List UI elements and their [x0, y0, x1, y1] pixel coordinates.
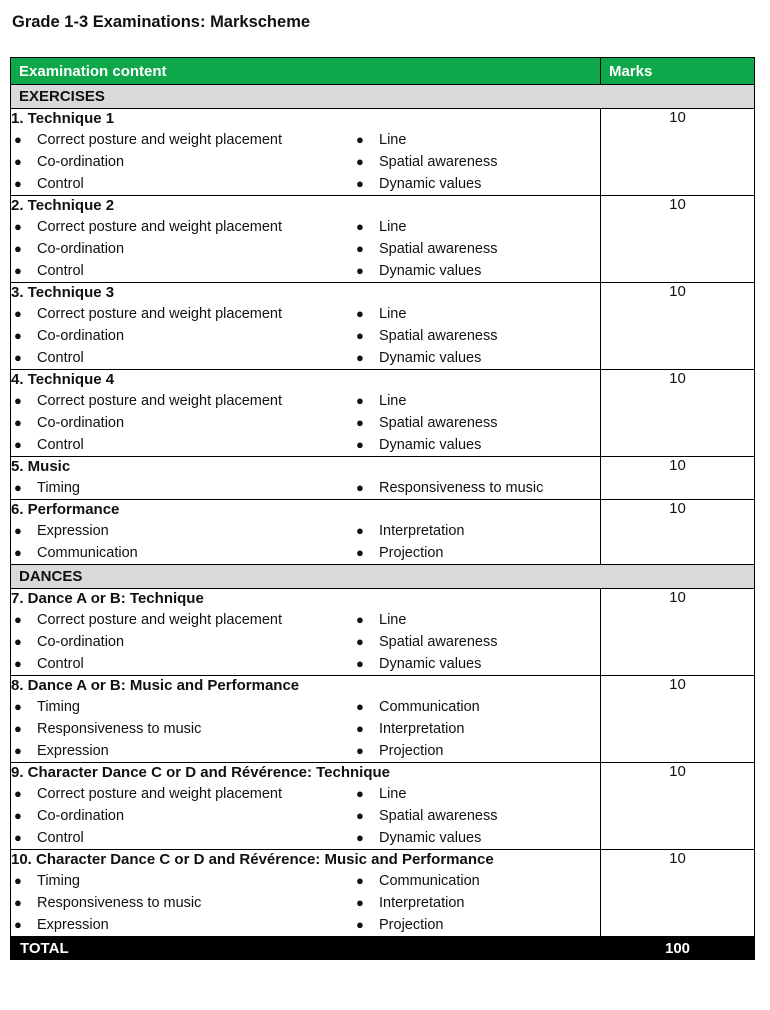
criterion	[353, 870, 583, 892]
bullet-icon: ●	[14, 219, 22, 234]
criterion-label: Line	[379, 393, 407, 409]
criterion-label: Correct posture and weight placement	[37, 306, 283, 322]
bullet-icon: ●	[14, 612, 22, 627]
bullet-icon: ●	[356, 545, 364, 560]
criterion-label: Control	[37, 830, 84, 846]
item-title: 9. Character Dance C or D and Révérence: Technique	[11, 764, 391, 781]
criterion	[353, 260, 583, 282]
criterion	[11, 173, 353, 195]
criterion-label: Communication	[37, 545, 138, 561]
bullet-icon: ●	[356, 721, 364, 736]
item-title: 1. Technique 1	[11, 110, 115, 127]
bullet-icon: ●	[356, 437, 364, 452]
item-marks: 10	[601, 370, 755, 457]
criterion	[353, 696, 583, 718]
item-title: 2. Technique 2	[11, 197, 115, 214]
criterion	[11, 783, 353, 805]
criterion	[353, 892, 583, 914]
criteria-right	[353, 129, 583, 195]
criterion	[11, 390, 353, 412]
criterion-label: Dynamic values	[379, 176, 482, 192]
bullet-icon: ●	[14, 480, 22, 495]
criteria-columns	[11, 783, 600, 849]
criterion-label: Timing	[37, 480, 80, 496]
table-row	[11, 283, 755, 370]
bullet-icon: ●	[14, 415, 22, 430]
bullet-icon: ●	[356, 306, 364, 321]
criterion	[11, 303, 353, 325]
bullet-icon: ●	[356, 699, 364, 714]
criterion	[11, 520, 353, 542]
criterion-label: Correct posture and weight placement	[37, 393, 283, 409]
criteria-right	[353, 303, 583, 369]
criterion-label: Projection	[379, 917, 444, 933]
criterion	[11, 631, 353, 653]
criterion	[11, 740, 353, 762]
criterion-label: Responsiveness to music	[37, 895, 202, 911]
table-header-row	[11, 58, 755, 85]
criterion-label: Timing	[37, 873, 80, 889]
criterion-label: Communication	[379, 873, 480, 889]
criterion-label: Line	[379, 219, 407, 235]
criterion-label: Dynamic values	[379, 263, 482, 279]
item-marks: 10	[601, 196, 755, 283]
item-marks: 10	[601, 500, 755, 565]
bullet-icon: ●	[14, 656, 22, 671]
bullet-icon: ●	[356, 176, 364, 191]
bullet-icon: ●	[356, 219, 364, 234]
criterion-label: Expression	[37, 523, 109, 539]
criteria-columns	[11, 870, 600, 936]
criterion-label: Co-ordination	[37, 415, 125, 431]
bullet-icon: ●	[14, 241, 22, 256]
criterion-label: Dynamic values	[379, 350, 482, 366]
criterion	[353, 914, 583, 936]
item-content	[11, 500, 601, 565]
bullet-icon: ●	[14, 350, 22, 365]
bullet-icon: ●	[14, 328, 22, 343]
criteria-right	[353, 783, 583, 849]
table-row	[11, 370, 755, 457]
criterion-label: Interpretation	[379, 721, 465, 737]
bullet-icon: ●	[356, 328, 364, 343]
item-content	[11, 196, 601, 283]
criterion	[353, 609, 583, 631]
criterion	[11, 914, 353, 936]
criterion-label: Co-ordination	[37, 328, 125, 344]
page-title: Grade 1-3 Examinations: Markscheme	[12, 13, 311, 31]
criteria-columns	[11, 129, 600, 195]
criteria-columns	[11, 303, 600, 369]
item-title: 4. Technique 4	[11, 371, 115, 388]
item-title: 6. Performance	[11, 501, 120, 518]
criteria-right	[353, 870, 583, 936]
criterion-label: Spatial awareness	[379, 241, 498, 257]
section-label: DANCES	[11, 565, 755, 589]
criterion	[11, 412, 353, 434]
bullet-icon: ●	[356, 656, 364, 671]
criterion	[11, 325, 353, 347]
criterion-label: Correct posture and weight placement	[37, 132, 283, 148]
criterion	[353, 390, 583, 412]
table-row	[11, 196, 755, 283]
criteria-left	[11, 390, 353, 456]
criterion	[11, 151, 353, 173]
criterion	[353, 412, 583, 434]
criterion-label: Timing	[37, 699, 80, 715]
item-marks: 10	[601, 589, 755, 676]
criterion	[353, 783, 583, 805]
criterion-label: Projection	[379, 545, 444, 561]
bullet-icon: ●	[356, 154, 364, 169]
criteria-left	[11, 303, 353, 369]
bullet-icon: ●	[356, 634, 364, 649]
bullet-icon: ●	[14, 699, 22, 714]
table-row	[11, 850, 755, 937]
bullet-icon: ●	[14, 154, 22, 169]
criterion	[353, 477, 583, 499]
bullet-icon: ●	[14, 743, 22, 758]
bullet-icon: ●	[14, 917, 22, 932]
criterion	[353, 542, 583, 564]
bullet-icon: ●	[356, 393, 364, 408]
bullet-icon: ●	[14, 895, 22, 910]
criterion	[11, 827, 353, 849]
criterion	[353, 827, 583, 849]
bullet-icon: ●	[356, 895, 364, 910]
bullet-icon: ●	[356, 786, 364, 801]
item-marks: 10	[601, 763, 755, 850]
bullet-icon: ●	[356, 830, 364, 845]
criterion-label: Projection	[379, 743, 444, 759]
item-content	[11, 370, 601, 457]
criteria-columns	[11, 696, 600, 762]
criterion	[11, 805, 353, 827]
criteria-left	[11, 870, 353, 936]
criterion-label: Correct posture and weight placement	[37, 612, 283, 628]
bullet-icon: ●	[356, 917, 364, 932]
item-title: 8. Dance A or B: Music and Performance	[11, 677, 300, 694]
bullet-icon: ●	[356, 263, 364, 278]
item-title: 7. Dance A or B: Technique	[11, 590, 204, 607]
criteria-left	[11, 609, 353, 675]
criterion-label: Spatial awareness	[379, 634, 498, 650]
bullet-icon: ●	[356, 523, 364, 538]
section-label: EXERCISES	[11, 85, 755, 109]
criterion	[11, 216, 353, 238]
criterion-label: Spatial awareness	[379, 415, 498, 431]
item-title: 10. Character Dance C or D and Révérence: Music and Performance	[11, 851, 494, 868]
criterion	[353, 805, 583, 827]
item-title: 3. Technique 3	[11, 284, 115, 301]
criterion-label: Spatial awareness	[379, 328, 498, 344]
bullet-icon: ●	[14, 873, 22, 888]
criterion-label: Line	[379, 786, 407, 802]
criterion-label: Control	[37, 437, 84, 453]
criterion	[353, 216, 583, 238]
criteria-columns	[11, 477, 600, 499]
bullet-icon: ●	[356, 612, 364, 627]
criterion-label: Correct posture and weight placement	[37, 786, 283, 802]
criterion	[353, 151, 583, 173]
criteria-columns	[11, 390, 600, 456]
criterion	[11, 892, 353, 914]
criterion-label: Co-ordination	[37, 634, 125, 650]
header-content: Examination content	[11, 58, 601, 85]
criterion-label: Control	[37, 263, 84, 279]
criteria-right	[353, 696, 583, 762]
table-row	[11, 589, 755, 676]
criteria-columns	[11, 520, 600, 564]
criterion-label: Expression	[37, 743, 109, 759]
criterion-label: Communication	[379, 699, 480, 715]
item-title: 5. Music	[11, 458, 71, 475]
criterion-label: Dynamic values	[379, 437, 482, 453]
table-row	[11, 500, 755, 565]
bullet-icon: ●	[14, 393, 22, 408]
bullet-icon: ●	[356, 873, 364, 888]
criterion	[353, 653, 583, 675]
item-content	[11, 457, 601, 500]
item-content	[11, 109, 601, 196]
item-marks: 10	[601, 457, 755, 500]
criterion-label: Responsiveness to music	[379, 480, 544, 496]
table-row	[11, 109, 755, 196]
bullet-icon: ●	[14, 808, 22, 823]
bullet-icon: ●	[14, 132, 22, 147]
bullet-icon: ●	[14, 545, 22, 560]
criterion	[11, 347, 353, 369]
section-row	[11, 85, 755, 109]
item-content	[11, 850, 601, 937]
table-row	[11, 457, 755, 500]
item-content	[11, 283, 601, 370]
criterion-label: Co-ordination	[37, 241, 125, 257]
criteria-columns	[11, 216, 600, 282]
criteria-right	[353, 390, 583, 456]
bullet-icon: ●	[356, 241, 364, 256]
bullet-icon: ●	[14, 437, 22, 452]
criterion-label: Co-ordination	[37, 154, 125, 170]
criterion	[11, 260, 353, 282]
section-row	[11, 565, 755, 589]
table-row	[11, 763, 755, 850]
criterion	[353, 303, 583, 325]
criterion	[11, 542, 353, 564]
item-content	[11, 763, 601, 850]
criterion	[11, 696, 353, 718]
criterion-label: Responsiveness to music	[37, 721, 202, 737]
criterion	[353, 631, 583, 653]
criterion	[353, 520, 583, 542]
criterion	[11, 609, 353, 631]
bullet-icon: ●	[14, 634, 22, 649]
criterion-label: Interpretation	[379, 895, 465, 911]
item-marks: 10	[601, 850, 755, 937]
criteria-left	[11, 477, 353, 499]
bullet-icon: ●	[356, 743, 364, 758]
total-row	[11, 937, 755, 960]
bullet-icon: ●	[14, 306, 22, 321]
markscheme-table	[10, 57, 755, 960]
criterion-label: Co-ordination	[37, 808, 125, 824]
criteria-right	[353, 520, 583, 564]
criterion	[353, 718, 583, 740]
criteria-left	[11, 129, 353, 195]
criterion-label: Line	[379, 132, 407, 148]
criterion	[11, 434, 353, 456]
criterion-label: Spatial awareness	[379, 808, 498, 824]
criterion	[353, 238, 583, 260]
bullet-icon: ●	[14, 830, 22, 845]
table-row	[11, 676, 755, 763]
criterion	[353, 173, 583, 195]
criterion	[353, 129, 583, 151]
criterion	[11, 238, 353, 260]
total-value: 100	[601, 937, 755, 960]
header-marks: Marks	[601, 58, 755, 85]
bullet-icon: ●	[356, 808, 364, 823]
bullet-icon: ●	[356, 350, 364, 365]
criteria-right	[353, 477, 583, 499]
criterion-label: Spatial awareness	[379, 154, 498, 170]
criterion	[11, 129, 353, 151]
item-marks: 10	[601, 109, 755, 196]
criterion-label: Control	[37, 350, 84, 366]
criterion	[353, 740, 583, 762]
criterion-label: Dynamic values	[379, 656, 482, 672]
bullet-icon: ●	[356, 415, 364, 430]
total-label: TOTAL	[11, 937, 601, 960]
criteria-left	[11, 520, 353, 564]
bullet-icon: ●	[14, 786, 22, 801]
criterion	[353, 325, 583, 347]
criterion	[11, 718, 353, 740]
criteria-left	[11, 783, 353, 849]
criteria-left	[11, 216, 353, 282]
criteria-right	[353, 609, 583, 675]
criterion-label: Dynamic values	[379, 830, 482, 846]
bullet-icon: ●	[14, 523, 22, 538]
criteria-columns	[11, 609, 600, 675]
criteria-left	[11, 696, 353, 762]
criterion-label: Correct posture and weight placement	[37, 219, 283, 235]
criterion	[11, 477, 353, 499]
criterion	[11, 870, 353, 892]
criterion-label: Interpretation	[379, 523, 465, 539]
criterion-label: Control	[37, 176, 84, 192]
criterion-label: Expression	[37, 917, 109, 933]
item-marks: 10	[601, 676, 755, 763]
item-content	[11, 589, 601, 676]
criterion	[353, 434, 583, 456]
bullet-icon: ●	[356, 132, 364, 147]
criterion-label: Line	[379, 612, 407, 628]
criterion-label: Control	[37, 656, 84, 672]
item-content	[11, 676, 601, 763]
bullet-icon: ●	[14, 263, 22, 278]
bullet-icon: ●	[14, 721, 22, 736]
item-marks: 10	[601, 283, 755, 370]
bullet-icon: ●	[14, 176, 22, 191]
criterion	[353, 347, 583, 369]
criterion	[11, 653, 353, 675]
criterion-label: Line	[379, 306, 407, 322]
criteria-right	[353, 216, 583, 282]
bullet-icon: ●	[356, 480, 364, 495]
